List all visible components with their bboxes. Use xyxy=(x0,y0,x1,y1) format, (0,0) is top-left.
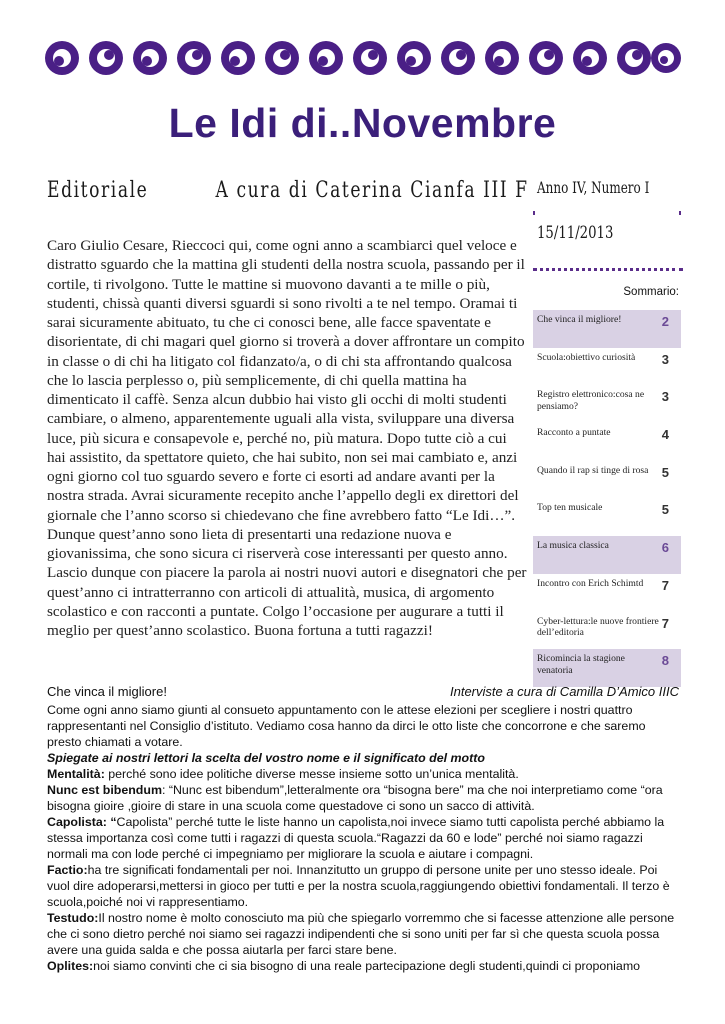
article-entry xyxy=(47,814,679,862)
toc-item[interactable] xyxy=(533,461,681,499)
dotted-divider xyxy=(533,268,683,271)
toc-item[interactable] xyxy=(533,385,681,423)
editorial-body: Caro Giulio Cesare, Rieccoci qui, come ogni anno a scambiarci quel veloce e distratto sguardo che la mattina gli studenti della nostra scuola, passando per il cortile, ti rivolgono. Tutte le mattine si muovono davanti a te mille o più, studenti, chissà quanti diversi sguardi si sono rivolti a te nel tempo. Oramai ti sarai sicuramente abituato, tu che ci conosci bene, alle facce spaventate e disorientate, di chi magari quel giorno si troverà a dover affrontare un compito in classe o di chi ha litigato col fidanzato/a, o di chi sta affrontando qualcosa che lo lascia perplesso o, più semplicemente, di chi quella mattina ha dimenticato il caffè. Senza alcun dubbio hai visto gli occhi di molti studenti cambiare, o almeno, apparentemente uguali alla vista, sviluppare una diversa luce, più sicura e consapevole e, perché no, più matura. Dopo tutte ciò a cui hai assistito, da spettatore quieto, che hai subito, non sei mai cambiato e, anzi ogni giorno col tuo sguardo severo e forte ci esorti ad andare avanti per la nostra strada. Avrai sicuramente recepito anche l’appello degli ex direttori del giornale che l’anno scorso si chiedevano che fine avrebbero fatto “Le Idi…”. Dunque quest’anno sono lieta di presentarti una redazione nuova e giovanissima, che sono sicura ci riserverà cose interessanti per questo anno. Lascio dunque con piacere la parola ai nostri nuovi autori e disegnatori che per quest’anno ci intratterranno con articoli di attualità, musica, di argomento scolastico e con racconti a puntate. Colgo l’occasione per augurare a tutti il meglio per quest’anno scolastico. Buona fortuna a tutti ragazzi! xyxy=(47,237,527,639)
entry-text: perché sono idee politiche diverse messe insieme sotto un’unica mentalità. xyxy=(104,767,519,781)
toc-item-page: 2 xyxy=(661,314,669,329)
entry-term: Mentalità: xyxy=(47,767,105,781)
toc-item-page: 6 xyxy=(661,540,669,556)
toc-item-page: 5 xyxy=(661,464,669,480)
entry-text: Capolista” perché tutte le liste hanno un capolista,noi invece siamo tutti capolista perché abbiamo la stessa importanza così come tutti i ragazzi di questa scuola.“Ragazzi da 60 e lode” perché noi siamo ragazzi normali ma con lode perché ci impegniamo per migliorare la scuola e aiutare i compagni. xyxy=(47,815,665,861)
toc-item[interactable] xyxy=(533,612,681,650)
entry-text: Il nostro nome è molto conosciuto ma più che spiegarlo vorremmo che si facesse attenzione alle persone che ci sono dietro perché noi siamo sei ragazzi indipendenti che si sono uniti per far sì che questa scuola possa avere una guida salda e che possa aiutarla per farci stare bene. xyxy=(47,911,675,957)
toc-item[interactable] xyxy=(533,649,681,687)
article-byline: Interviste a cura di Camilla D’Amico IIIC xyxy=(449,684,679,699)
toc-item-title: Racconto a puntate xyxy=(537,427,611,439)
entry-term: Nunc est bibendum xyxy=(47,783,162,797)
editorial-label: Editoriale xyxy=(47,178,149,203)
toc-item-page: 8 xyxy=(661,653,669,669)
entry-text: noi siamo convinti che ci sia bisogno di una reale partecipazione degli studenti,quindi ci proponiamo xyxy=(93,959,641,973)
toc-item[interactable] xyxy=(533,423,681,461)
toc-item-page: 7 xyxy=(661,615,669,631)
entry-term: Factio: xyxy=(47,863,88,877)
entry-term: Testudo: xyxy=(47,911,99,925)
article-entry xyxy=(47,958,679,974)
toc-item-page: 7 xyxy=(661,577,669,593)
toc-item-page: 4 xyxy=(661,427,669,443)
toc-item-page: 5 xyxy=(661,502,669,518)
editorial-header xyxy=(47,178,529,203)
article-entry xyxy=(47,766,679,782)
toc-item[interactable] xyxy=(533,310,681,348)
issue-info xyxy=(533,178,683,243)
article-entry xyxy=(47,862,679,910)
article-question: Spiegate ai nostri lettori la scelta del vostro nome e il significato del motto xyxy=(47,751,485,765)
toc-item-title: Che vinca il migliore! xyxy=(537,314,622,325)
toc-item[interactable] xyxy=(533,536,681,574)
newspaper-title: Le Idi di..Novembre xyxy=(168,100,557,146)
decorative-swirl-border xyxy=(44,40,682,76)
toc-item-page: 3 xyxy=(661,389,669,405)
entry-term: Oplites: xyxy=(47,959,94,973)
article-entry xyxy=(47,782,679,814)
issue-volume: Anno IV, Numero I xyxy=(537,178,650,197)
article-che-vinca xyxy=(47,684,679,974)
entry-text: ha tre significati fondamentali per noi. Innanzitutto un gruppo di persone unite per uno stesso ideale. Poi vuol dire adoperarsi,mettersi in gioco per tutti e per la nostra scuola,raggiungendo obiettivi fondamentali. Il terzo è scuola,poiché noi vi rappresentiamo. xyxy=(47,863,670,909)
toc-item-title: Registro elettronico:cosa ne pensiamo? xyxy=(537,389,645,412)
editorial-byline: A cura di Caterina Cianfa III F xyxy=(215,178,529,203)
issue-date: 15/11/2013 xyxy=(537,223,614,243)
article-entry xyxy=(47,910,679,958)
summary-label: Sommario: xyxy=(623,286,679,298)
toc-item[interactable] xyxy=(533,574,681,612)
toc-item-title: Top ten musicale xyxy=(537,502,603,514)
toc-item-title: Scuola:obiettivo curiosità xyxy=(537,351,636,363)
toc-item-title: Ricomincia la stagione venatoria xyxy=(537,653,625,676)
toc-item-title: Cyber-lettura:le nuove frontiere dell’editoria xyxy=(537,615,659,638)
table-of-contents xyxy=(533,310,681,687)
entry-term: Capolista: “ xyxy=(47,815,117,829)
entry-text: : “Nunc est bibendum”,letteralmente ora “bisogna bere” ma che noi interpretiamo come “ora bisogna gioire ,gioire di stare in una scuola come questadove ci sono un sacco di attività. xyxy=(47,783,663,813)
toc-item-title: Incontro con Erich Schimtd xyxy=(537,577,644,589)
toc-item-page: 3 xyxy=(661,351,669,367)
article-intro: Come ogni anno siamo giunti al consueto appuntamento con le attese elezioni per scegliere i nostri quattro rappresentanti nel Consiglio d’istituto. Vediamo cosa hanno da dirci le otto liste che concorrone e che saremo presto chiamati a votare. xyxy=(47,703,646,749)
toc-item[interactable] xyxy=(533,498,681,536)
toc-item-title: La musica classica xyxy=(537,540,609,552)
toc-item-title: Quando il rap si tinge di rosa xyxy=(537,464,649,476)
article-header xyxy=(47,684,679,702)
toc-item[interactable] xyxy=(533,348,681,386)
article-title: Che vinca il migliore! xyxy=(47,684,167,699)
